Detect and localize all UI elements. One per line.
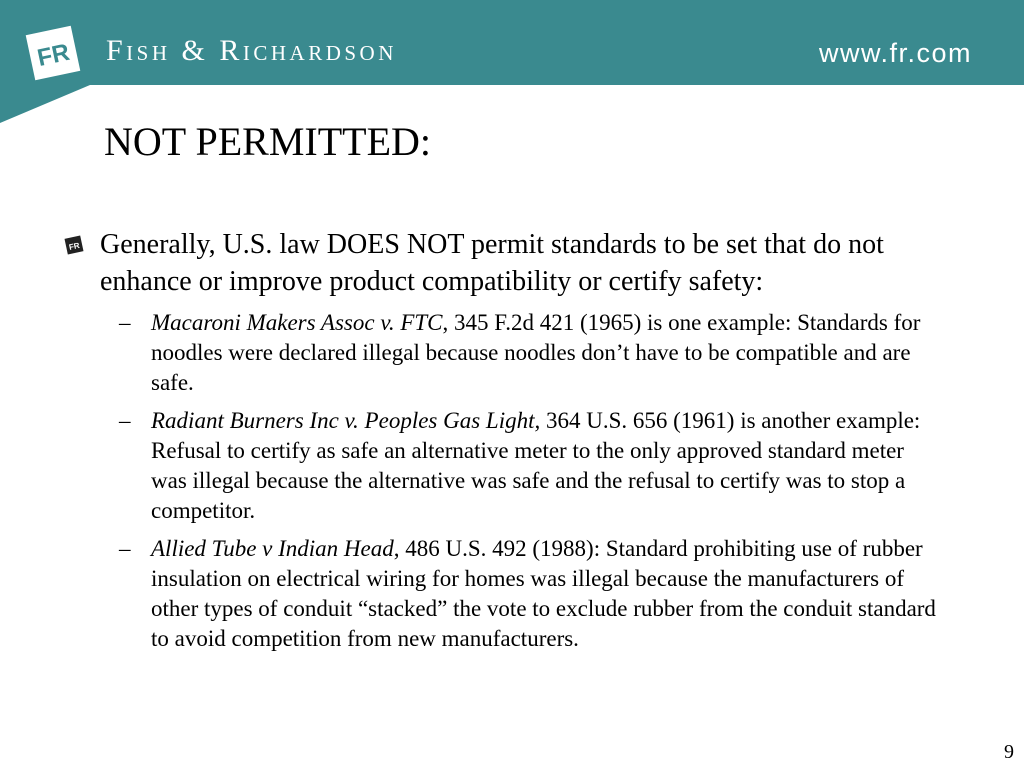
brand-name: Fish & Richardson	[106, 34, 397, 67]
sub-bullet-item	[114, 308, 944, 398]
fr-logo-icon	[22, 22, 84, 84]
dash-marker: –	[119, 536, 131, 561]
slide-title: NOT PERMITTED:	[104, 119, 432, 164]
page-number: 9	[1004, 741, 1014, 763]
case-name: Macaroni Makers Assoc v. FTC	[151, 310, 443, 335]
logo-text: FR	[35, 38, 72, 72]
case-description: , 345 F.2d 421 (1965) is one example: Standards for noodles were declared illegal because noodles don’t have to be compatible and are safe.	[151, 310, 921, 395]
fr-bullet-icon	[64, 235, 84, 255]
case-description: , 486 U.S. 492 (1988): Standard prohibiting use of rubber insulation on electrical wiring for homes was illegal because the manufacturers of other types of conduit “stacked” the vote to exclude rubber from the conduit standard to avoid competition from new manufacturers.	[151, 536, 936, 651]
slide-content	[64, 226, 944, 662]
case-description: 364 U.S. 656 (1961) is another example: Refusal to certify as safe an alternative meter to the only approved standard meter was illegal because the alternative was safe and the refusal to certify was to stop a competitor.	[151, 408, 921, 523]
header-wedge	[0, 85, 90, 123]
sub-bullet-item	[114, 534, 944, 654]
sub-bullet-item	[114, 406, 944, 526]
site-url: www.fr.com	[818, 38, 972, 68]
svg-text:FR: FR	[68, 240, 81, 252]
case-name: Radiant Burners Inc v. Peoples Gas Light,	[151, 408, 541, 433]
dash-marker: –	[119, 310, 131, 335]
main-bullet-text: Generally, U.S. law DOES NOT permit standards to be set that do not enhance or improve product compatibility or certify safety:	[100, 229, 884, 297]
main-bullet	[64, 226, 944, 300]
dash-marker: –	[119, 408, 131, 433]
sub-bullet-list	[114, 308, 944, 654]
case-name: Allied Tube v Indian Head	[151, 536, 394, 561]
